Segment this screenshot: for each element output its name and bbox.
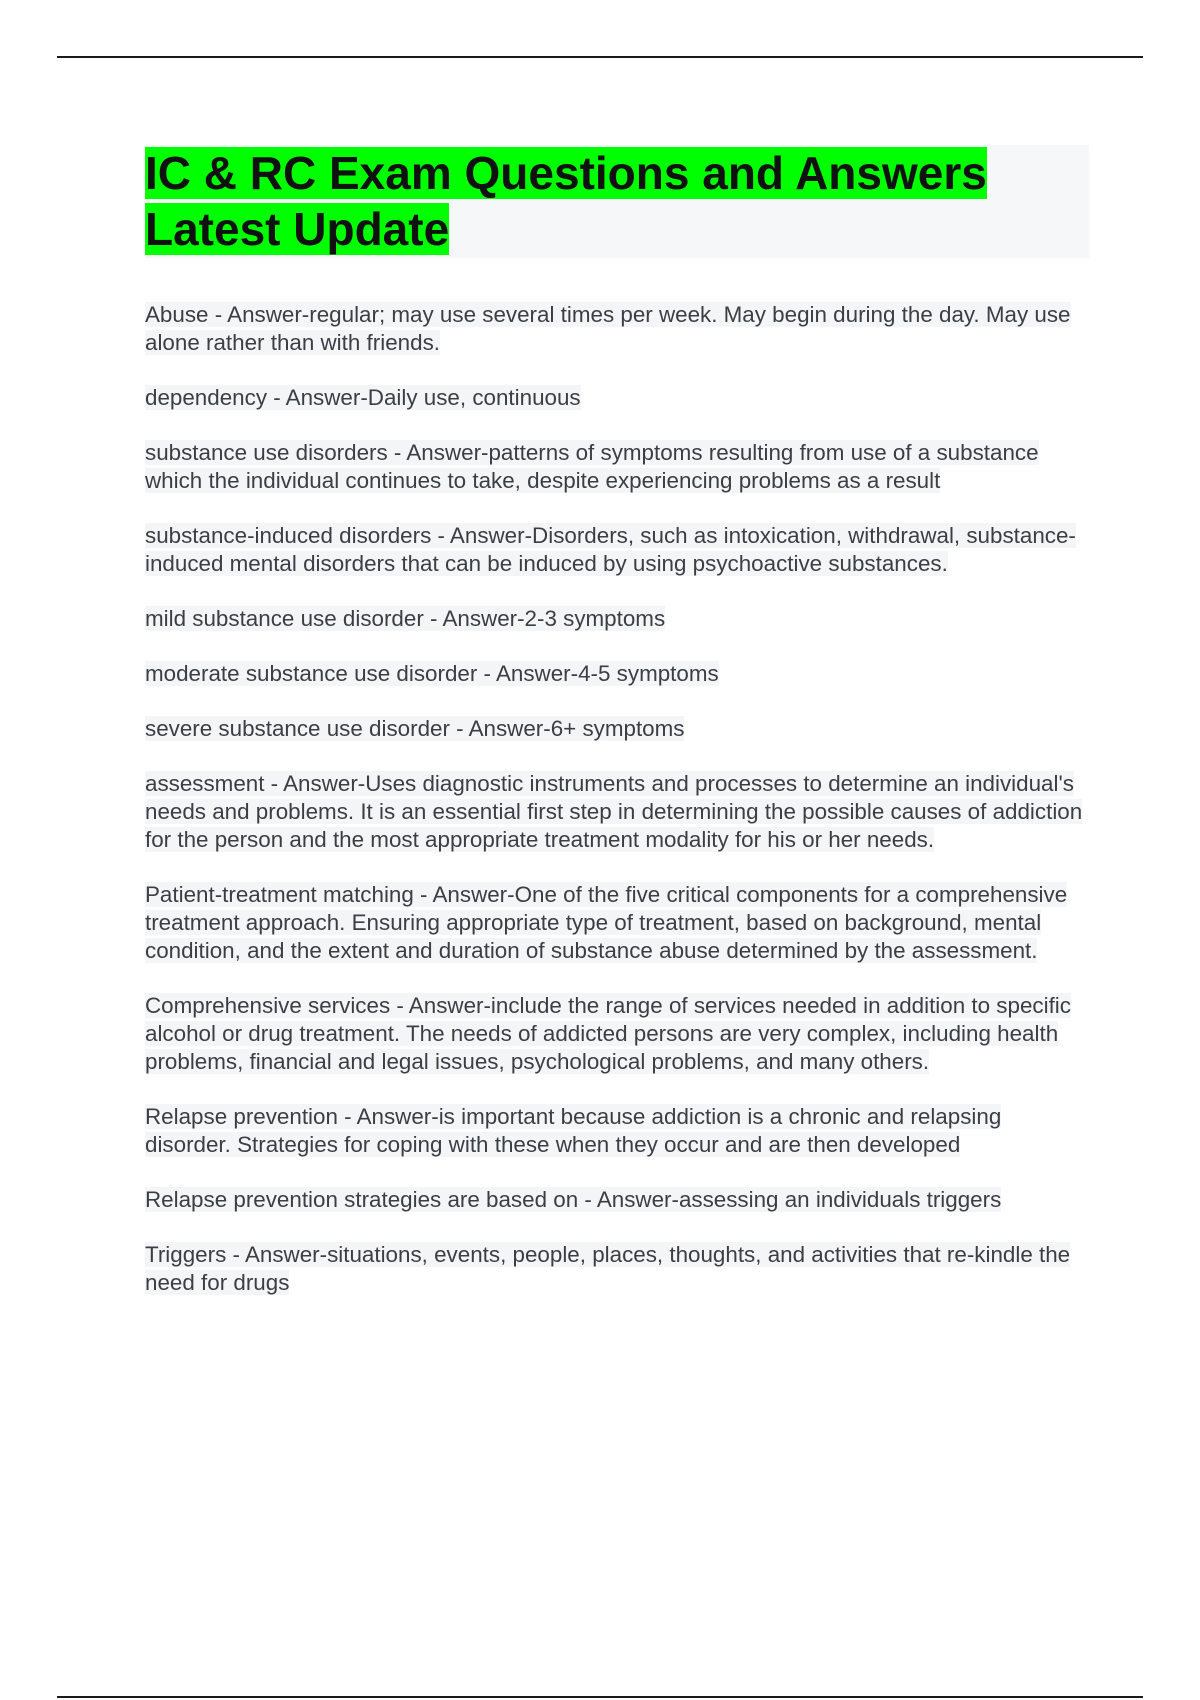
qa-entry-relapse-prevention <box>145 1103 1089 1159</box>
qa-entry-moderate-sud <box>145 660 1089 688</box>
title-line-2: Latest Update <box>145 203 450 255</box>
page-content <box>145 145 1089 1324</box>
qa-entry-substance-use-disorders <box>145 439 1089 495</box>
qa-entry-text: moderate substance use disorder - Answer-4-5 symptoms <box>145 661 719 686</box>
qa-entry-text: Abuse - Answer-regular; may use several times per week. May begin during the day. May use alone rather than with friends. <box>145 302 1071 355</box>
qa-entry-text: mild substance use disorder - Answer-2-3 symptoms <box>145 606 666 631</box>
qa-entry-triggers <box>145 1241 1089 1297</box>
qa-entry-text: Triggers - Answer-situations, events, people, places, thoughts, and activities that re-kindle the need for drugs <box>145 1242 1071 1295</box>
qa-entry-text: Relapse prevention - Answer-is important because addiction is a chronic and relapsing disorder. Strategies for coping with these when they occur and are then developed <box>145 1104 1002 1157</box>
qa-entry-mild-sud <box>145 605 1089 633</box>
title-line-1: IC & RC Exam Questions and Answers <box>145 147 987 199</box>
qa-entry-text: dependency - Answer-Daily use, continuous <box>145 385 581 410</box>
qa-entry-text: severe substance use disorder - Answer-6+ symptoms <box>145 716 685 741</box>
page-title <box>145 145 1089 257</box>
top-rule <box>57 56 1143 58</box>
qa-entry-patient-treatment-matching <box>145 881 1089 965</box>
qa-entry-abuse <box>145 301 1089 357</box>
qa-entry-text: substance use disorders - Answer-patterns of symptoms resulting from use of a substance which the individual continues to take, despite experiencing problems as a result <box>145 440 1039 493</box>
qa-entry-assessment <box>145 770 1089 854</box>
qa-entry-text: substance-induced disorders - Answer-Disorders, such as intoxication, withdrawal, substance-induced mental disorders that can be induced by using psychoactive substances. <box>145 523 1076 576</box>
qa-entry-relapse-prevention-strategies <box>145 1186 1089 1214</box>
qa-entry-comprehensive-services <box>145 992 1089 1076</box>
qa-list <box>145 301 1089 1297</box>
title-block <box>145 145 1089 258</box>
qa-entry-substance-induced-disorders <box>145 522 1089 578</box>
bottom-rule <box>57 1696 1143 1698</box>
qa-entry-text: Comprehensive services - Answer-include the range of services needed in addition to specific alcohol or drug treatment. The needs of addicted persons are very complex, including health problems, financial and legal issues, psychological problems, and many others. <box>145 993 1071 1074</box>
qa-entry-text: Relapse prevention strategies are based on - Answer-assessing an individuals triggers <box>145 1187 1002 1212</box>
qa-entry-text: Patient-treatment matching - Answer-One of the five critical components for a comprehensive treatment approach. Ensuring appropriate type of treatment, based on background, mental condition, and the extent and duration of substance abuse determined by the assessment. <box>145 882 1068 963</box>
qa-entry-severe-sud <box>145 715 1089 743</box>
qa-entry-text: assessment - Answer-Uses diagnostic instruments and processes to determine an individual's needs and problems. It is an essential first step in determining the possible causes of addiction for the person and the most appropriate treatment modality for his or her needs. <box>145 771 1083 852</box>
qa-entry-dependency <box>145 384 1089 412</box>
